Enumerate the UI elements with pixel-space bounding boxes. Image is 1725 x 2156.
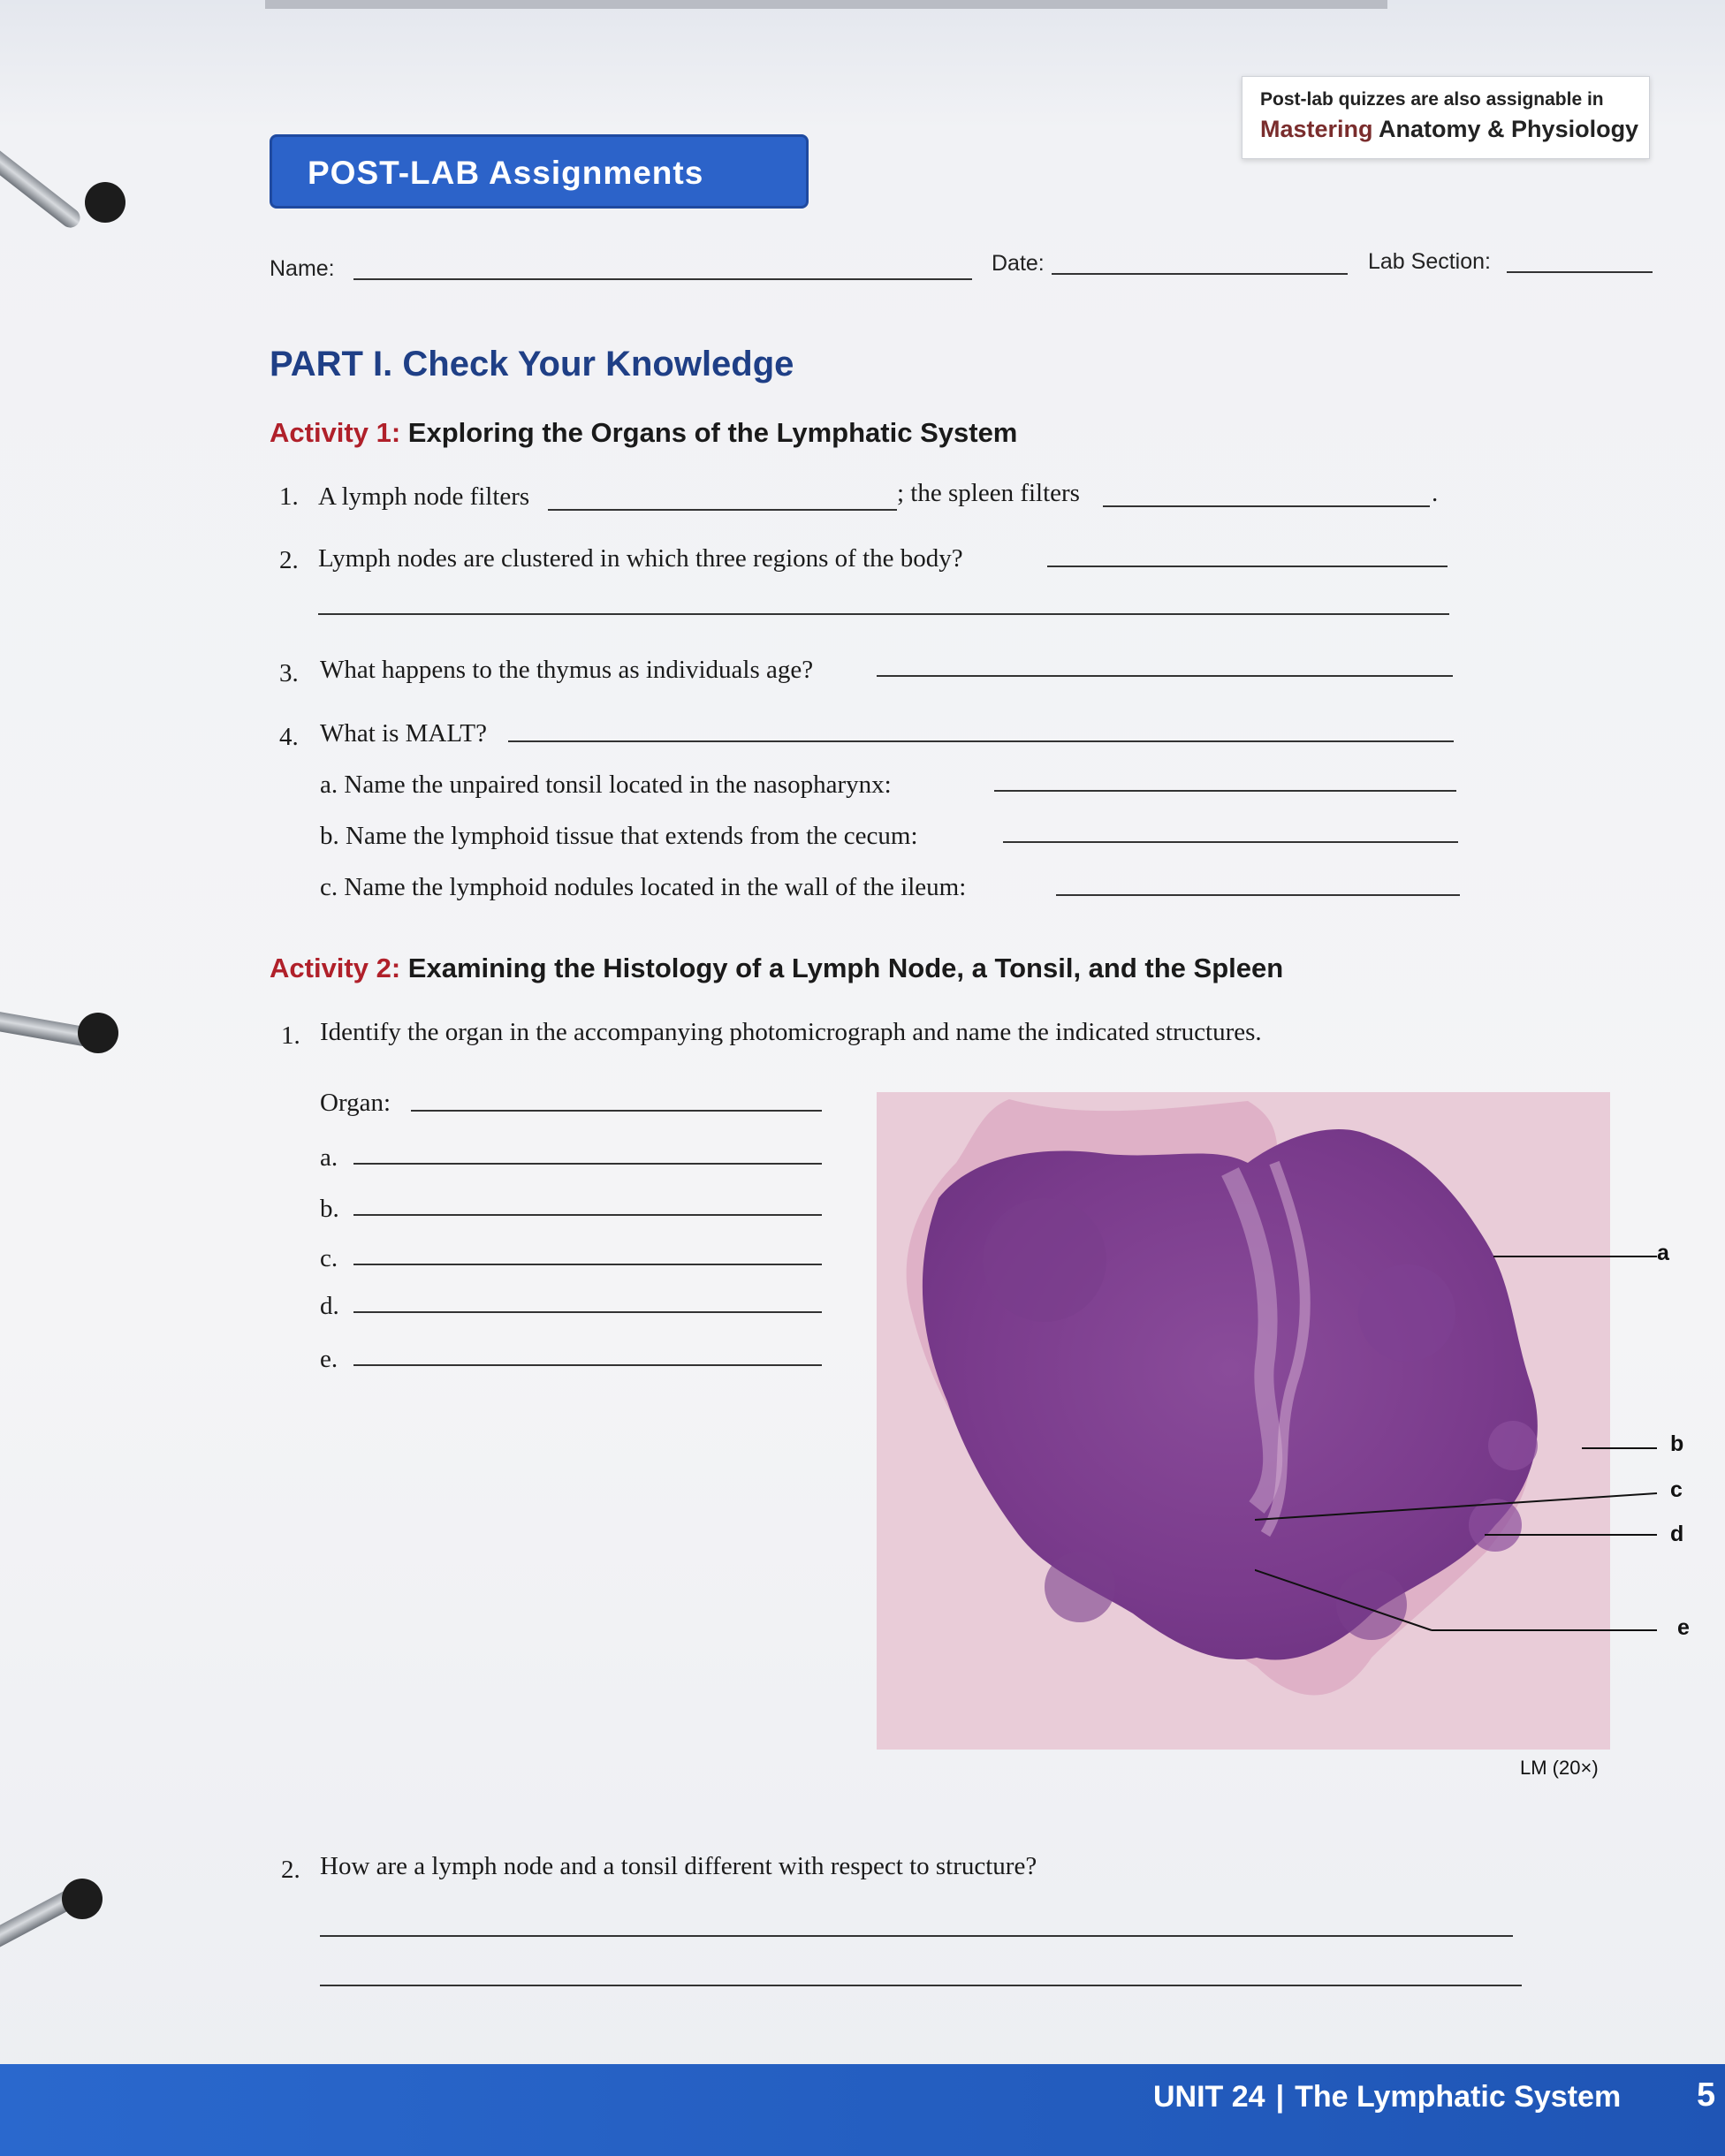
a1-q2-blank2[interactable] — [318, 613, 1449, 615]
a2-q2-number: 2. — [281, 1856, 300, 1884]
a1-q1-blank2[interactable] — [1103, 505, 1430, 507]
quiz-notice-line1: Post-lab quizzes are also assignable in — [1260, 89, 1604, 110]
footer-unit: UNIT 24 — [1153, 2080, 1265, 2114]
micrograph-label: e — [1677, 1615, 1690, 1640]
a1-q4a-blank[interactable] — [994, 790, 1456, 792]
structure-blank-field[interactable] — [353, 1311, 822, 1313]
binder-ring-top — [0, 134, 84, 232]
structure-blank-label: c. — [320, 1244, 338, 1272]
a1-q1-period: . — [1432, 479, 1439, 507]
footer-unit-title — [1153, 2080, 1621, 2114]
binder-ring-cap-middle — [78, 1013, 118, 1053]
label-pointer-lines — [1255, 1237, 1679, 1644]
footer-topic: The Lymphatic System — [1295, 2080, 1622, 2114]
footer-divider: | — [1275, 2080, 1285, 2114]
structure-blank-label: d. — [320, 1292, 339, 1320]
a1-q2-blank1[interactable] — [1047, 566, 1448, 567]
a1-q4-text: What is MALT? — [320, 719, 488, 748]
a1-q4-blank[interactable] — [508, 740, 1454, 742]
a2-q2-text: How are a lymph node and a tonsil different with respect to structure? — [320, 1852, 1037, 1880]
activity2-label: Activity 2: — [270, 953, 401, 983]
a1-q2-text: Lymph nodes are clustered in which three regions of the body? — [318, 544, 963, 573]
date-label: Date: — [992, 251, 1045, 276]
structure-blank-field[interactable] — [353, 1264, 822, 1265]
a2-q2-blank1[interactable] — [320, 1935, 1513, 1937]
anatomy-physiology-text: Anatomy & Physiology — [1372, 116, 1639, 142]
a1-q1-blank1[interactable] — [548, 509, 897, 511]
micrograph-label: b — [1670, 1431, 1684, 1456]
a2-q1-number: 1. — [281, 1021, 300, 1050]
page-number: 5 — [1697, 2076, 1716, 2114]
date-field[interactable] — [1052, 273, 1348, 275]
name-field[interactable] — [353, 278, 972, 280]
lab-section-field[interactable] — [1507, 271, 1653, 273]
micrograph-label: a — [1657, 1241, 1669, 1265]
a1-q1-text-b: ; the spleen filters — [897, 479, 1080, 507]
micrograph-label: c — [1670, 1477, 1683, 1502]
binder-ring-cap-top — [85, 182, 125, 223]
a1-q4c-blank[interactable] — [1056, 894, 1460, 896]
organ-label: Organ: — [320, 1089, 391, 1117]
a1-q4b-blank[interactable] — [1003, 841, 1458, 843]
structure-blank-field[interactable] — [353, 1364, 822, 1366]
post-lab-title: POST-LAB Assignments — [308, 155, 704, 191]
activity2-title: Examining the Histology of a Lymph Node, a Tonsil, and the Spleen — [400, 953, 1284, 983]
a1-q3-blank[interactable] — [877, 675, 1453, 677]
structure-blank-field[interactable] — [353, 1214, 822, 1216]
quiz-notice-line2 — [1260, 116, 1638, 143]
part-title: PART I. Check Your Knowledge — [270, 345, 794, 383]
a1-q4b-text: b. Name the lymphoid tissue that extends from the cecum: — [320, 822, 918, 850]
a1-q1-number: 1. — [279, 482, 299, 511]
micrograph-label: d — [1670, 1522, 1684, 1546]
a1-q2-number: 2. — [279, 546, 299, 574]
binder-ring-cap-bottom — [62, 1879, 103, 1919]
activity1-title: Exploring the Organs of the Lymphatic System — [400, 417, 1018, 448]
structure-blank-field[interactable] — [353, 1163, 822, 1165]
magnification-label: LM (20×) — [1520, 1757, 1599, 1779]
a2-q1-text: Identify the organ in the accompanying photomicrograph and name the indicated structures. — [320, 1018, 1262, 1046]
structure-blank-label: b. — [320, 1195, 339, 1223]
organ-blank[interactable] — [411, 1110, 822, 1112]
structure-blank-label: a. — [320, 1143, 338, 1172]
activity1-heading — [270, 417, 1017, 449]
a1-q4a-text: a. Name the unpaired tonsil located in the nasopharynx: — [320, 771, 892, 799]
a1-q3-text: What happens to the thymus as individuals age? — [320, 656, 814, 684]
a2-q2-blank2[interactable] — [320, 1985, 1522, 1986]
post-lab-banner — [270, 134, 809, 209]
a1-q4c-text: c. Name the lymphoid nodules located in the wall of the ileum: — [320, 873, 967, 901]
activity1-label: Activity 1: — [270, 417, 401, 448]
quiz-notice-box — [1242, 76, 1650, 159]
mastering-word: Mastering — [1260, 116, 1373, 142]
a1-q1-text-a: A lymph node filters — [318, 482, 530, 511]
lab-section-label: Lab Section: — [1368, 249, 1491, 274]
page-top-edge — [265, 0, 1387, 9]
structure-blank-label: e. — [320, 1345, 338, 1373]
a1-q4-number: 4. — [279, 723, 299, 751]
activity2-heading — [270, 953, 1283, 984]
name-label: Name: — [270, 256, 335, 281]
a1-q3-number: 3. — [279, 659, 299, 687]
